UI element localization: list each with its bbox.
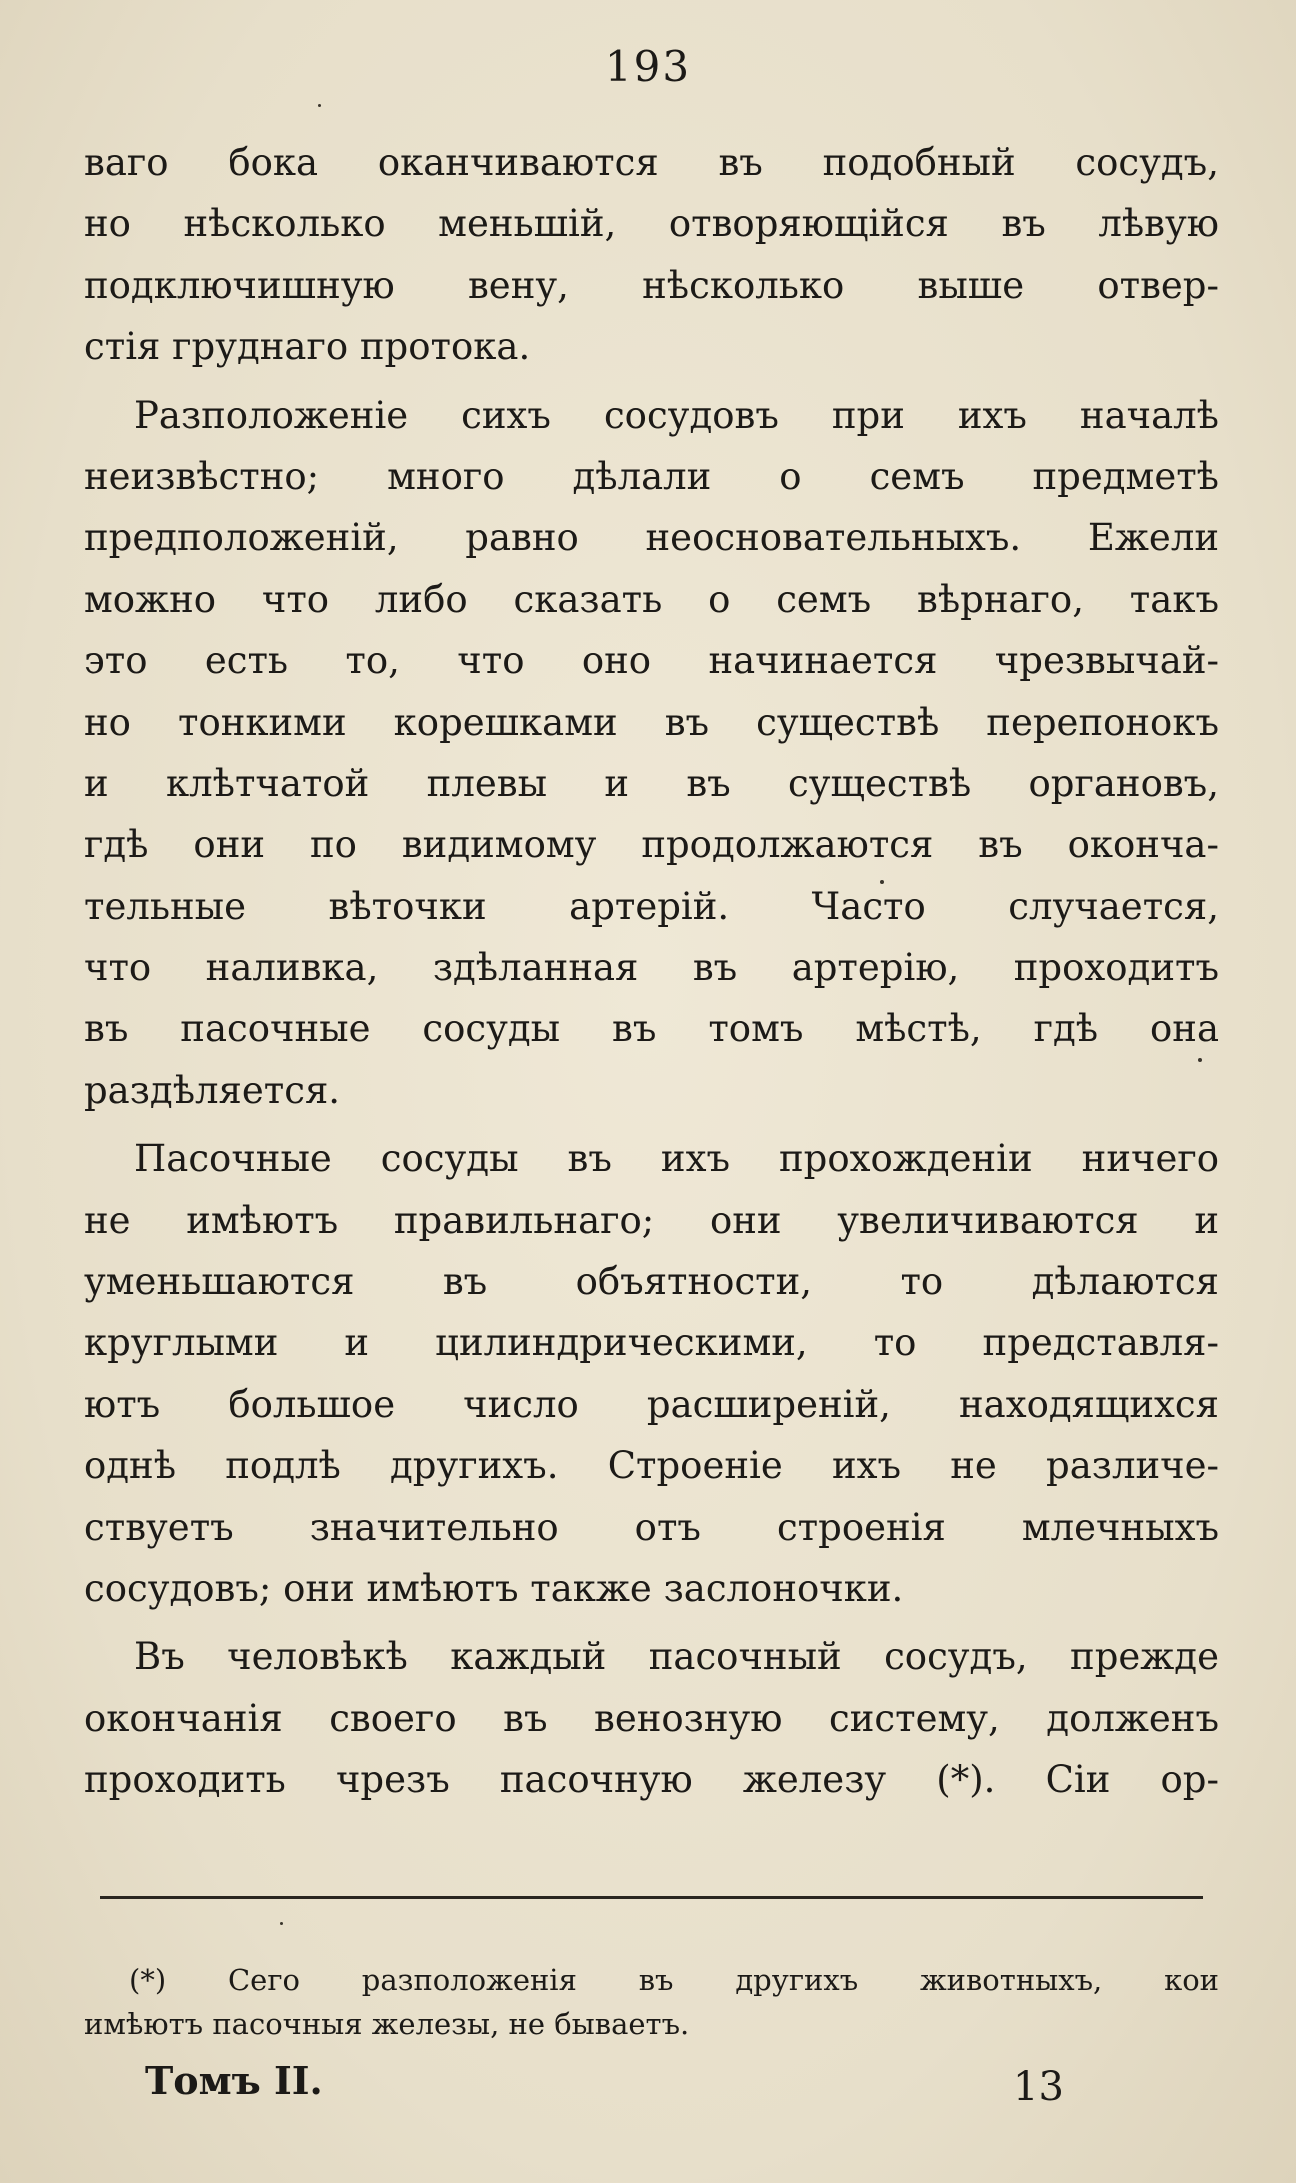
footnote (84, 1958, 1219, 2046)
text-line: проходить чрезъ пасочную железу (*). Сіи ор- (84, 1758, 1219, 1802)
text-line: и клѣтчатой плевы и въ существѣ органовъ, (84, 761, 1219, 805)
text-line: уменьшаются въ объятности, то дѣлаются (84, 1260, 1219, 1304)
paper-speck (280, 1922, 283, 1925)
text-line: ютъ большое число расширеній, находящихся (84, 1382, 1219, 1426)
text-line: неизвѣстно; много дѣлали о семъ предметѣ (84, 454, 1219, 498)
text-line: Пасочные сосуды въ ихъ прохожденіи ничего (134, 1137, 1219, 1181)
text-line: однѣ подлѣ другихъ. Строеніе ихъ не различе- (84, 1444, 1219, 1488)
text-line: сосудовъ; они имѣютъ также заслоночки. (84, 1566, 904, 1610)
text-line: стія груднаго протока. (84, 325, 531, 369)
text-line: но тонкими корешками въ существѣ перепонокъ (84, 700, 1219, 744)
footnote-line: имѣютъ пасочныя железы, не бываетъ. (84, 2007, 690, 2041)
paper-speck (318, 104, 321, 107)
text-line: окончанія своего въ венозную систему, долженъ (84, 1696, 1219, 1740)
paragraph (84, 385, 1219, 1122)
text-line: но нѣсколько меньшій, отворяющійся въ лѣвую (84, 202, 1219, 246)
text-line: не имѣютъ правильнаго; они увеличиваются и (84, 1198, 1219, 1242)
body-text (84, 132, 1219, 1811)
sheet-signature: 13 (1013, 2064, 1064, 2110)
volume-signature: Томъ II. (145, 2058, 323, 2103)
text-line: гдѣ они по видимому продолжаются въ оконча- (84, 823, 1219, 867)
text-line: это есть то, что оно начинается чрезвычай- (84, 639, 1219, 683)
text-line: Въ человѣкѣ каждый пасочный сосудъ, прежде (134, 1635, 1219, 1679)
footnote-line: (*) Сего разположенія въ другихъ животныхъ, кои (129, 1963, 1219, 1997)
text-line: ствуетъ значительно отъ строенія млечныхъ (84, 1505, 1219, 1549)
text-line: раздѣляется. (84, 1068, 341, 1112)
text-line: подключишную вену, нѣсколько выше отвер- (84, 263, 1219, 307)
footnote-divider (100, 1896, 1203, 1899)
text-line: что наливка, здѣланная въ артерію, проходитъ (84, 946, 1219, 990)
text-line: тельные вѣточки артерій. Часто случается, (84, 884, 1219, 928)
text-line: предположеній, равно неосновательныхъ. Ежели (84, 516, 1219, 560)
text-line: можно что либо сказать о семъ вѣрнаго, такъ (84, 577, 1219, 621)
text-line: Разположеніе сихъ сосудовъ при ихъ началѣ (134, 393, 1219, 437)
page-number: 193 (604, 42, 692, 91)
text-line: круглыми и цилиндрическими, то представля- (84, 1321, 1219, 1365)
text-line: въ пасочные сосуды въ томъ мѣстѣ, гдѣ она (84, 1007, 1219, 1051)
paragraph (84, 1626, 1219, 1810)
text-line: ваго бока оканчиваются въ подобный сосудъ, (84, 141, 1219, 184)
paragraph (84, 1128, 1219, 1619)
paper-speck (880, 880, 884, 884)
paper-speck (1198, 1058, 1202, 1062)
paragraph (84, 132, 1219, 378)
